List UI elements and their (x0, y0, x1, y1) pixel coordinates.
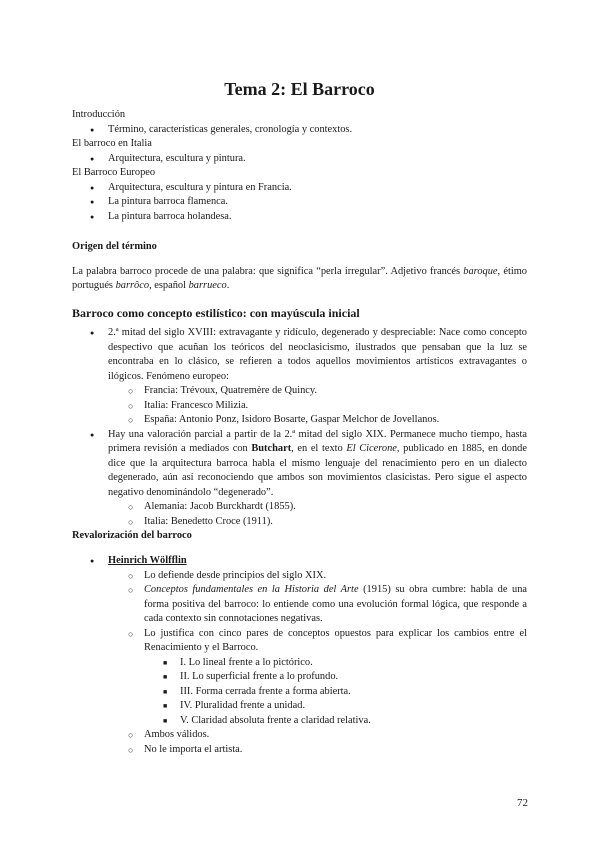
outline-item: ● La pintura barroca holandesa. (72, 210, 527, 225)
section-heading-concepto: Barroco como concepto estilístico: con mayúscula inicial (72, 305, 360, 320)
origen-paragraph: La palabra barroco procede de una palabra: que significa “perla irregular”. Adjetivo francés baroque, étimo portugués barrôco, español barrueco. (72, 265, 528, 292)
section-heading-revalorizacion: Revalorización del barroco (72, 530, 192, 542)
author-bullet (72, 554, 527, 757)
concept-pair-item: ■ I. Lo lineal frente a lo pictórico. (72, 656, 527, 671)
author-name: Heinrich Wölfflin (108, 555, 187, 567)
section-heading-origen: Origen del término (72, 241, 157, 252)
concepto-bullet: ● 2.ª mitad del siglo XVIII: extravagante y ridículo, degenerado y despreciable: Nace como concepto despectivo que acuñan los teóricos del neoclasicismo, ilustrados que pensaban que la luz se encontraba en lo clásico, se refieren a todos aquellos movimientos artísticos extravagantes o ilógicos. Fenómeno europeo: ○ Francia: Trévoux, Quatremère de Quincy. ○ Italia: Francesco Milizia. ○ España: Antonio Ponz, Isidoro Bosarte, Gaspar Melchor de Jovellanos. (72, 326, 527, 428)
concepto-sub-item: ○ Italia: Benedetto Croce (1911). (72, 515, 527, 530)
concept-pair-item: ■ II. Lo superficial frente a lo profundo. (72, 670, 527, 685)
revalorizacion-sub-item: ○ Lo defiende desde principios del siglo XIX. (72, 569, 527, 584)
concepto-sub-item: ○ Italia: Francesco Milizia. (72, 399, 527, 414)
outline (72, 108, 527, 224)
outline-item: ● Término, características generales, cronología y contextos. (72, 123, 527, 138)
outline-item: ● La pintura barroca flamenca. (72, 195, 527, 210)
concepto-bullet: ● Hay una valoración parcial a partir de la 2.ª mitad del siglo XIX. Permanece mucho tiempo, hasta primera revisión a mediados con Butchart, en el texto El Cicerone, publicado en 1885, en donde dice que la arquitectura barroca habla el mismo lenguaje del renacimiento pero en un dialecto degenerado, aún así reconociendo que ambos son movimientos clasicistas. Pero sigue el aspecto negativo denominándolo “degenerado”. ○ Alemania: Jacob Burckhardt (1855). ○ Italia: Benedetto Croce (1911). (72, 428, 527, 530)
concept-pair-item: ■ V. Claridad absoluta frente a claridad relativa. (72, 714, 527, 729)
concept-pair-item: ■ III. Forma cerrada frente a forma abierta. (72, 685, 527, 700)
outline-heading: El Barroco Europeo (72, 167, 156, 178)
page-title: Tema 2: El Barroco (224, 79, 375, 99)
outline-heading: Introducción (72, 109, 126, 120)
document-page (72, 72, 527, 757)
outline-item: ● Arquitectura, escultura y pintura. (72, 152, 527, 167)
page-number: 72 (517, 797, 528, 809)
revalorizacion-sub-item: ○ Ambos válidos. (72, 728, 527, 743)
concept-pair-item: ■ IV. Pluralidad frente a unidad. (72, 699, 527, 714)
revalorizacion-sub-item: ○ Conceptos fundamentales en la Historia del Arte (1915) su obra cumbre: habla de una forma positiva del barroco: lo entiende como una evolución formal lógica, que responde a cada contexto sin connotaciones negativas. (72, 583, 527, 627)
outline-item: ● Arquitectura, escultura y pintura en Francia. (72, 181, 527, 196)
concepto-sub-item: ○ Alemania: Jacob Burckhardt (1855). (72, 500, 527, 515)
revalorizacion-sub-item: ○ Lo justifica con cinco pares de conceptos opuestos para explicar los cambios entre el Renacimiento y el Barroco. ■ I. Lo lineal frente a lo pictórico. ■ II. Lo superficial frente a lo profundo. ■ III. Forma cerrada frente a forma abierta. ■ IV. Pluralidad frente a unidad. ■ V. Claridad absoluta frente a claridad relativa. (72, 627, 527, 729)
outline-heading: El barroco en Italia (72, 138, 152, 149)
revalorizacion-sub-item: ○ No le importa el artista. (72, 743, 527, 758)
concepto-sub-item: ○ Francia: Trévoux, Quatremère de Quincy. (72, 384, 527, 399)
concepto-sub-item: ○ España: Antonio Ponz, Isidoro Bosarte, Gaspar Melchor de Jovellanos. (72, 413, 527, 428)
